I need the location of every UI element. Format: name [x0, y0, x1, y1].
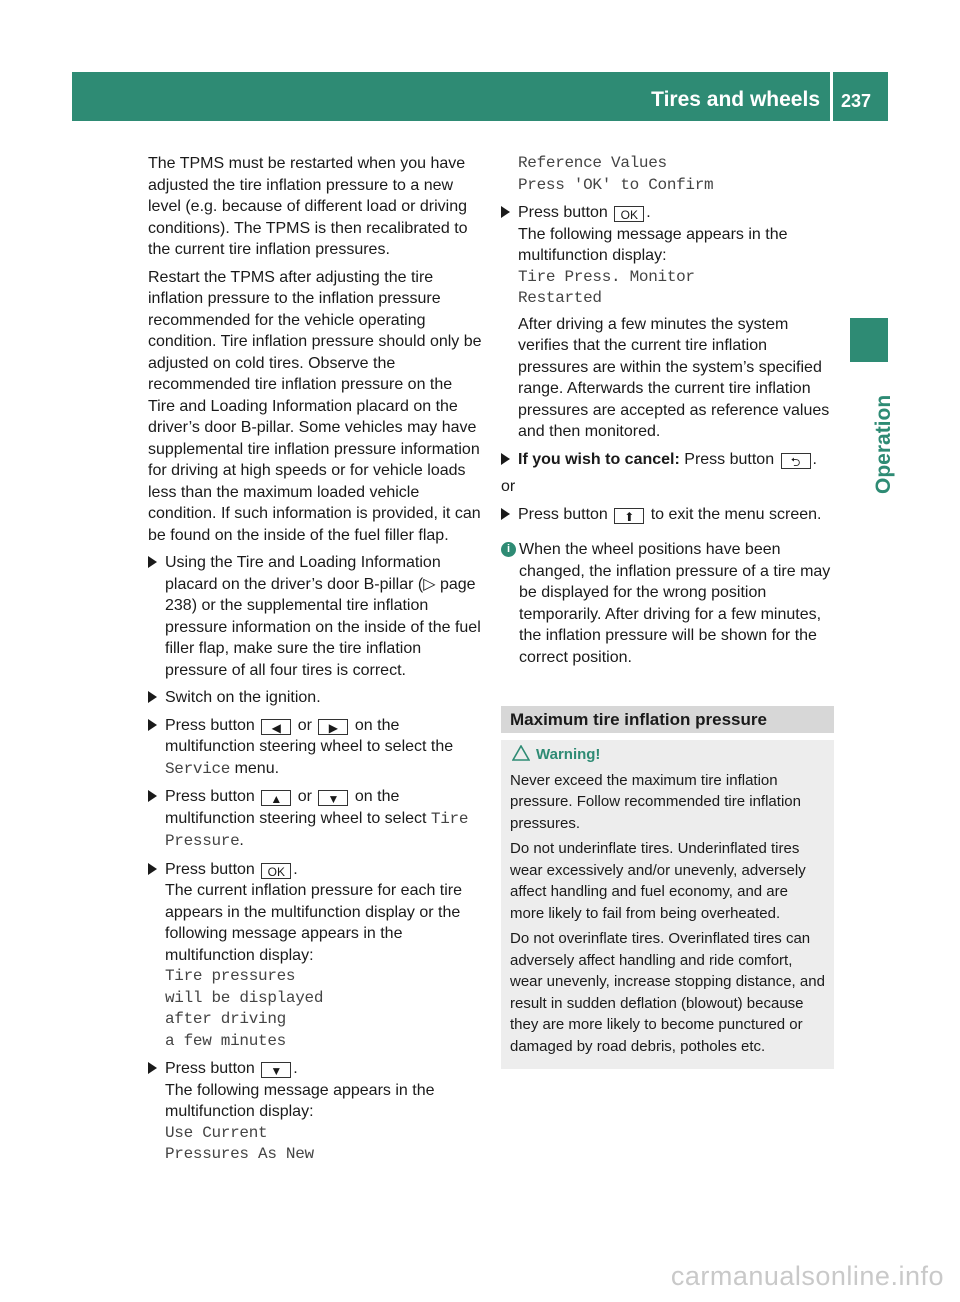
right-column [501, 153, 834, 1069]
step-cancel: If you wish to cancel: Press button ⮌ . [501, 449, 834, 471]
info-icon: i [501, 542, 516, 557]
warning-paragraph: Never exceed the maximum tire inflation pressure. Follow recommended tire inflation pressures. [510, 771, 801, 832]
menu-item-name: Tire Pressure [165, 809, 469, 850]
section-title: Maximum tire inflation pressure [501, 706, 834, 733]
down-button-icon: ▼ [318, 790, 348, 806]
step-arrow-icon [501, 453, 510, 465]
back-button-icon: ⮌ [781, 453, 811, 469]
display-message-line: Press 'OK' to Confirm [518, 175, 714, 194]
warning-paragraph: Do not overinflate tires. Overinflated tires can adversely affect handling and ride comfort, wear unevenly, increase stopping distance, and result in sudden deflation (blowout) because they are more likely to become punctured or damaged by road debris, potholes etc. [510, 930, 825, 1055]
step-arrow-icon [148, 790, 157, 802]
step-arrow-icon [148, 556, 157, 568]
ok-button-icon: OK [614, 206, 644, 222]
step-arrow-icon [501, 206, 510, 218]
up-button-icon: ⬆ [614, 508, 644, 524]
display-message-line: Tire pressures [165, 967, 296, 985]
step-press-down: Press button ▼ . The following message appears in the multifunction display: Use Current Pressures As New [148, 1058, 482, 1166]
down-button-icon: ▼ [261, 1062, 291, 1078]
menu-name: Service [165, 759, 231, 778]
step-arrow-icon [148, 863, 157, 875]
watermark: carmanualsonline.info [670, 1261, 944, 1291]
step-arrow-icon [148, 1062, 157, 1074]
info-note: i When the wheel positions have been changed, the inflation pressure of a tire may be displayed for the wrong position temporarily. After driving for a few minutes, the inflation pressure will be shown for the correct position. [501, 539, 834, 668]
step-press-ok: Press button OK . The current inflation pressure for each tire appears in the multifunction display or the following message appears in the multifunction display: Tire pressures will be displayed after driving a few minutes [148, 859, 482, 1053]
page-number: 237 [841, 91, 872, 111]
step-arrow-icon [148, 719, 157, 731]
display-message-line: Restarted [518, 289, 602, 307]
step-arrow-icon [501, 508, 510, 520]
step-ignition: Switch on the ignition. [148, 687, 482, 709]
left-arrow-button-icon: ◀ [261, 719, 291, 735]
display-message-line: a few minutes [165, 1031, 286, 1050]
display-message-line: Pressures As New [165, 1145, 314, 1163]
warning-box [501, 740, 834, 1069]
intro-paragraph: The TPMS must be restarted when you have adjusted the tire inflation pressure to a new level (e.g. because of different load or driving conditions). The TPMS is then recalibrated to the current tire inflation pressures. [148, 155, 468, 258]
step-exit-menu: Press button ⬆ to exit the menu screen. [501, 504, 834, 526]
ok-button-icon: OK [261, 863, 291, 879]
right-arrow-button-icon: ▶ [318, 719, 348, 735]
left-column [148, 153, 482, 1172]
page-title: Tires and wheels [651, 88, 820, 111]
step-confirm-ok: Press button OK . The following message appears in the multifunction display: Tire Press. Monitor Restarted After driving a few minutes the system verifies that the current tire inflation pressures are within the system’s specified range. Afterwards the current tire inflation pressures are accepted as reference values and then monitored. [501, 202, 834, 443]
display-message-line: after driving [165, 1010, 286, 1028]
or-text: or [501, 478, 516, 495]
display-message-line: Use Current [165, 1123, 268, 1142]
side-tab-label: Operation [872, 394, 895, 494]
warning-triangle-icon [512, 745, 530, 761]
warning-paragraph: Do not underinflate tires. Underinflated tires wear excessively and/or unevenly, adversely affect handling and fuel economy, and are more likely to fail from being overheated. [510, 840, 806, 922]
display-message-line: Reference Values [518, 154, 667, 172]
restart-paragraph: Restart the TPMS after adjusting the tire inflation pressure to the inflation pressure recommended for the vehicle operating condition. Tire inflation pressure should only be adjusted on cold tires. Observe the recommended tire inflation pressure on the Tire and Loading Information placard on the driver’s door B-pillar. Some vehicles may have supplemental tire inflation pressure information for driving at high speeds or for vehicle loads less than the maximum loaded vehicle condition. If such information is provided, it can be found on the inside of the fuel filler flap. [148, 268, 482, 544]
display-message-continued [501, 153, 834, 196]
display-message-line: will be displayed [165, 988, 324, 1007]
side-tab-marker [850, 318, 888, 362]
display-message-line: Tire Press. Monitor [518, 267, 695, 286]
step-select-service: Press button ◀ or ▶ on the multifunction steering wheel to select the Service menu. [148, 715, 482, 781]
header-separator [830, 72, 833, 121]
step-check-pressure: Using the Tire and Loading Information placard on the driver’s door B-pillar (▷ page 238) or the supplemental tire inflation pressure information on the inside of the fuel filler flap, make sure the tire inflation pressure of all four tires is correct. [148, 552, 482, 681]
up-button-icon: ▲ [261, 790, 291, 806]
step-arrow-icon [148, 691, 157, 703]
warning-title: Warning! [510, 744, 826, 766]
step-select-tire-pressure: Press button ▲ or ▼ on the multifunction steering wheel to select Tire Pressure. [148, 786, 482, 853]
